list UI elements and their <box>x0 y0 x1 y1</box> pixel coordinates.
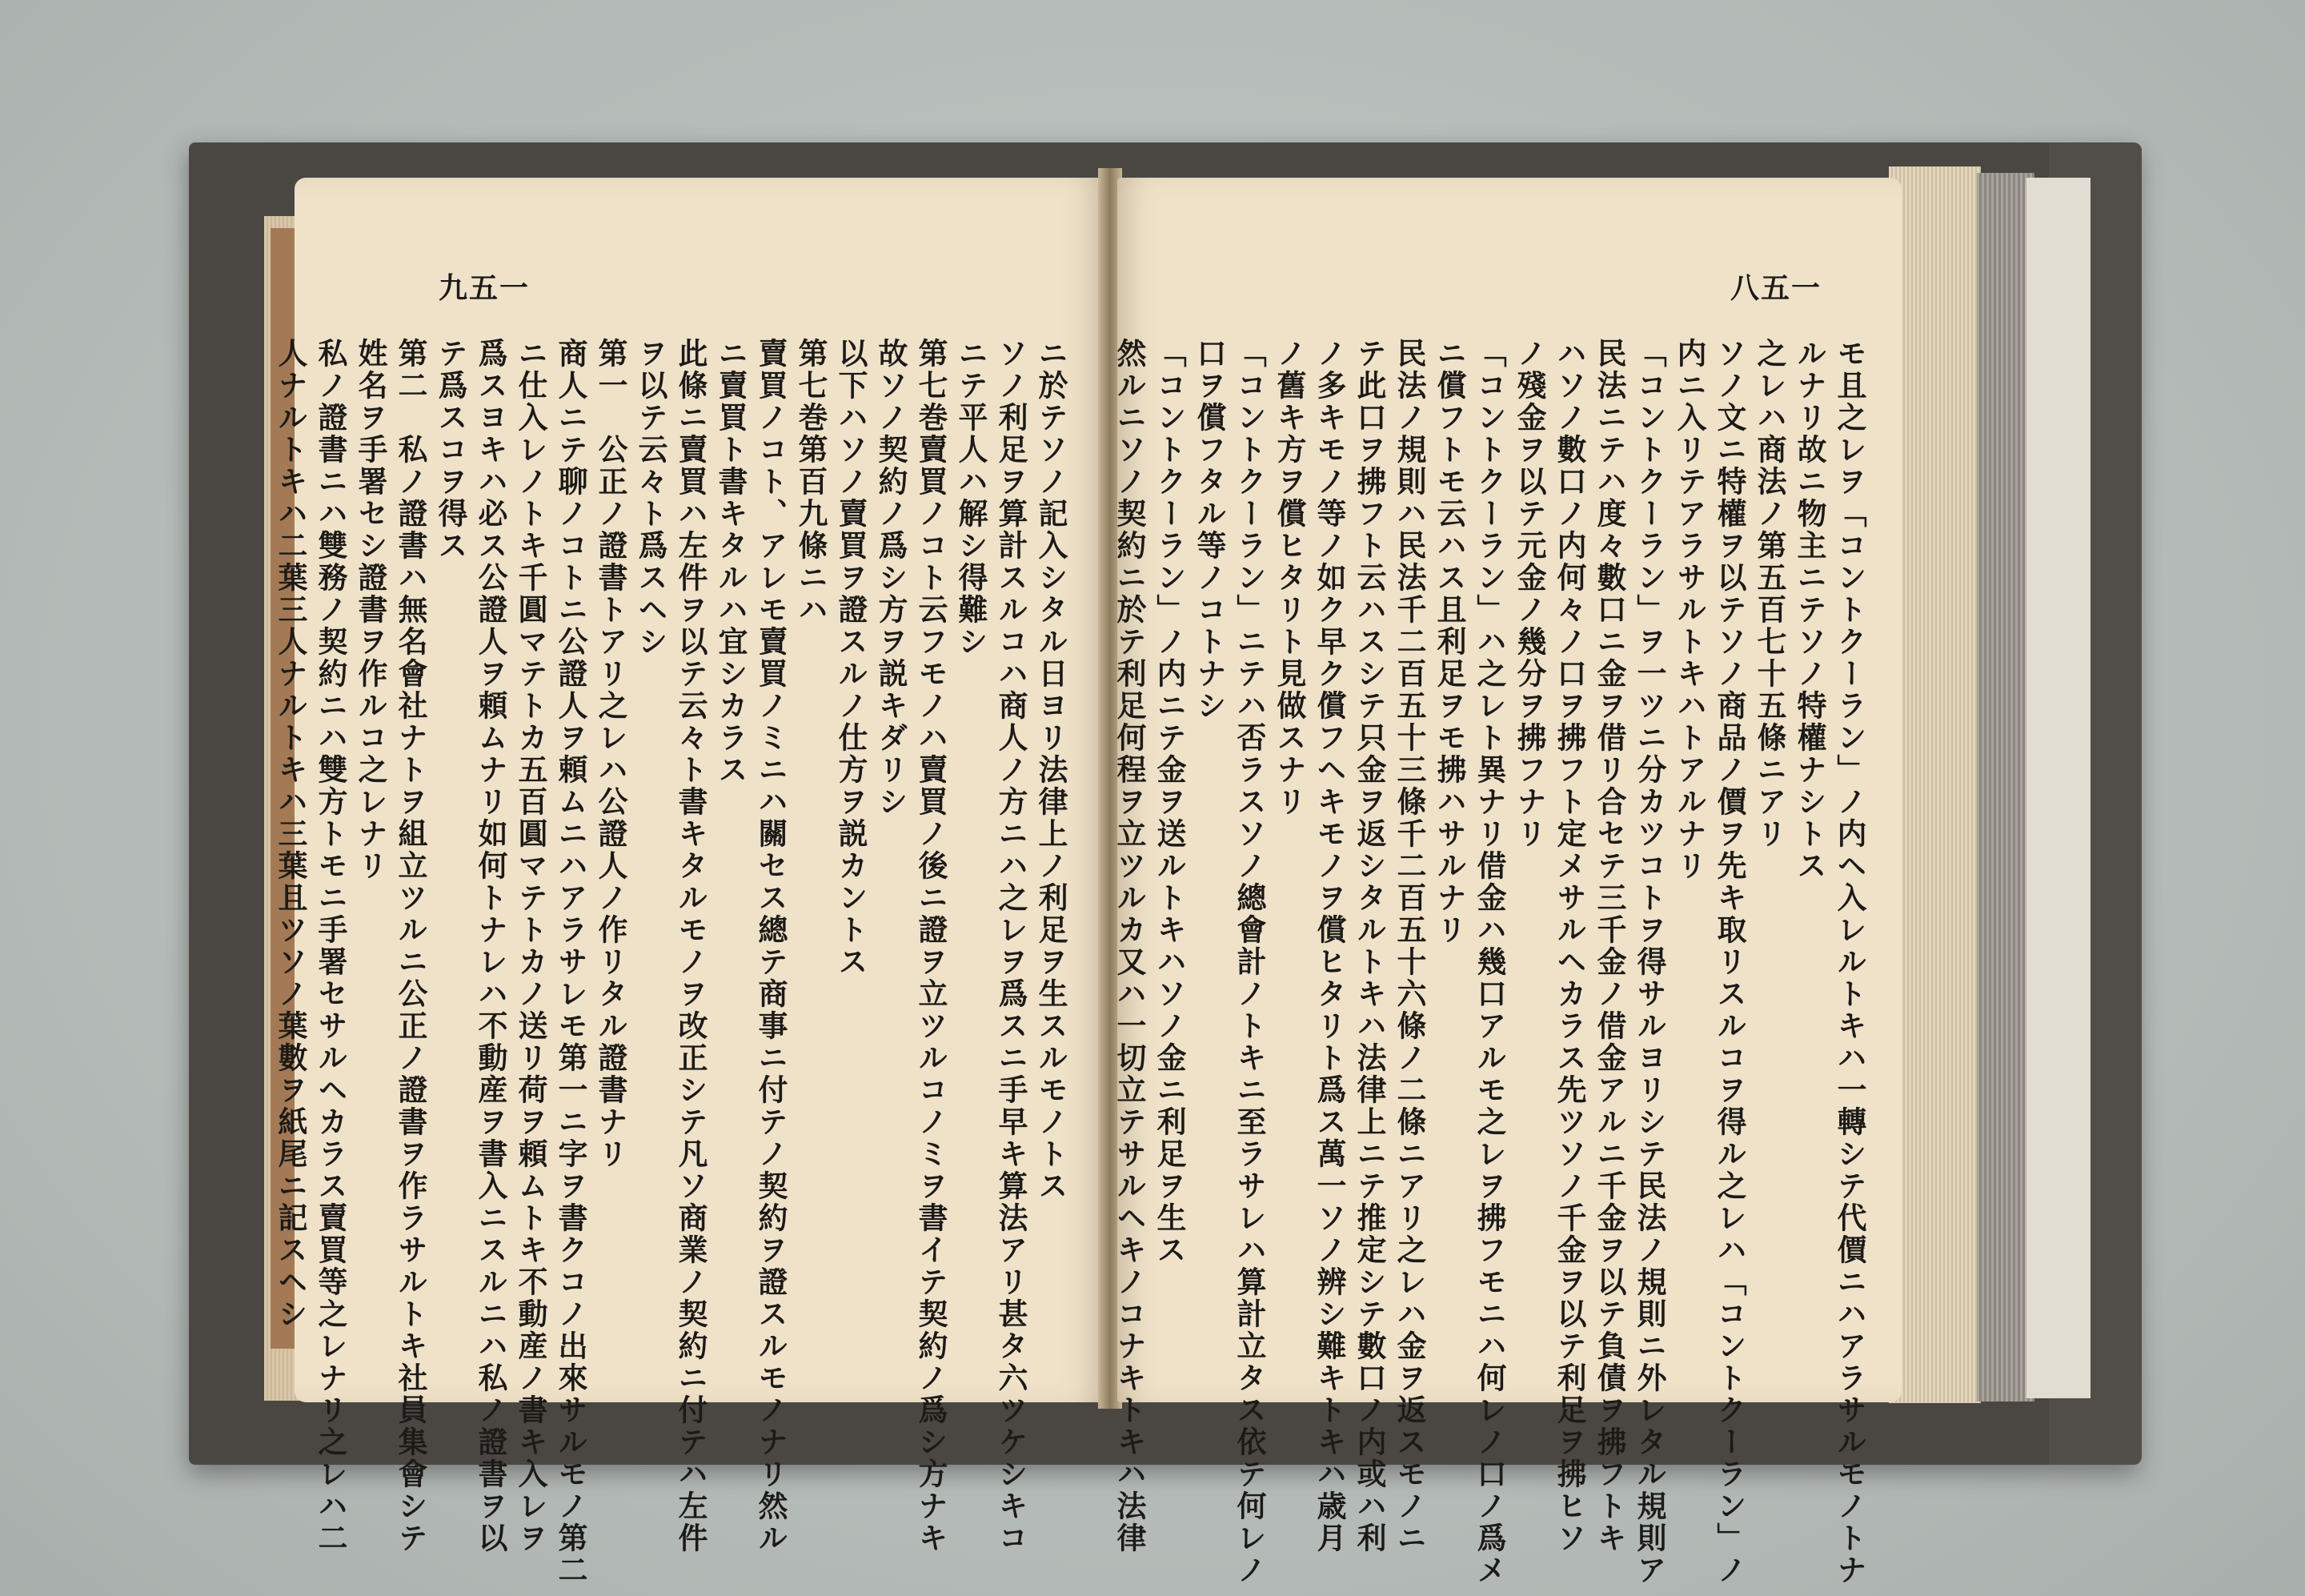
text-column: ヲ以テ云々ト爲スヘシ <box>633 338 668 658</box>
right-page-number: 八五一 <box>1730 271 1822 305</box>
right-page <box>1112 178 1902 1586</box>
text-column: ニ賣買ト書キタルハ宜シカラス <box>713 338 748 786</box>
text-column: 第七巻賣買ノコト云フモノハ賣買ノ後ニ證ヲ立ツルコノミヲ書イテ契約ノ爲シ方ナキ <box>913 338 948 1554</box>
text-column: 内ニ入リテアラサルトキハトアルナリ <box>1672 338 1707 882</box>
left-page <box>273 178 1103 1586</box>
text-column: 人ナルトキハ二葉三人ナルトキハ三葉且ツソノ葉數ヲ紙尾ニ記スヘシ <box>273 338 308 1330</box>
right-page-edges <box>1889 166 1981 1403</box>
text-column: ノ殘金ヲ以テ元金ノ幾分ヲ拂フナリ <box>1512 338 1547 850</box>
text-column: 姓名ヲ手署セシ證書ヲ作ルコ之レナリ <box>353 338 388 882</box>
text-column: 第七巻第百九條ニハ <box>793 338 828 626</box>
text-column: 之レハ商法ノ第五百七十五條ニアリ <box>1752 338 1787 850</box>
left-page-text <box>273 338 1071 1586</box>
text-column: テ此口ヲ拂フト云ハスシテ只金ヲ返シタルトキハ法律上ニテ推定シテ數口ノ内或ハ利 <box>1352 338 1387 1554</box>
text-column: ニ償フトモ云ハス且利足ヲモ拂ハサルナリ <box>1432 338 1467 946</box>
text-column: 民法ノ規則ハ民法千二百五十三條千二百五十六條ノ二條ニアリ之レハ金ヲ返スモノニ <box>1392 338 1427 1554</box>
text-column: 以下ハソノ賣買ヲ證スルノ仕方ヲ説カントス <box>833 338 868 978</box>
text-column: 「コントクーラン」ノ内ニテ金ヲ送ルトキハソノ金ニ利足ヲ生ス <box>1152 338 1187 1266</box>
text-column: ソノ文ニ特權ヲ以テソノ商品ノ價ヲ先キ取リスルコヲ得ル之レハ「コントクーラン」ノ <box>1712 338 1747 1586</box>
text-column: モ且之レヲ「コントクーラン」ノ内ヘ入レルトキハ一轉シテ代價ニハアラサルモノトナ <box>1832 338 1867 1586</box>
text-column: 然ルニソノ契約ニ於テ利足何程ヲ立ツルカ又ハ一切立テサルヘキノコナキトキハ法律 <box>1112 338 1147 1554</box>
text-column: ニ於テソノ記入シタル日ヨリ法律上ノ利足ヲ生スルモノトス <box>1033 338 1068 1202</box>
text-column: ルナリ故ニ物主ニテソノ特權ナシトス <box>1792 338 1827 882</box>
text-column: 此條ニ賣買ハ左件ヲ以テ云々ト書キタルモノヲ改正シテ凡ソ商業ノ契約ニ付テハ左件 <box>673 338 708 1554</box>
text-column: ノ多キモノ等ノ如ク早ク償フヘキモノヲ償ヒタリト爲ス萬一ソノ辨シ難キトキハ歳月 <box>1312 338 1347 1554</box>
text-column: ニテ平人ハ解シ得難シ <box>953 338 988 658</box>
text-column: 口ヲ償フタル等ノコトナシ <box>1192 338 1227 722</box>
text-column: 「コントクーラン」ヲ一ツニ分カツコトヲ得サルヨリシテ民法ノ規則ニ外レタル規則ア <box>1632 338 1667 1586</box>
text-column: 民法ニテハ度々數口ニ金ヲ借リ合セテ三千金ノ借金アルニ千金ヲ以テ負債ヲ拂フトキ <box>1592 338 1627 1554</box>
text-column: ニ仕入レノトキ千圓マテトカ五百圓マテトカノ送リ荷ヲ頼ムトキ不動産ノ書キ入レヲ <box>513 338 548 1554</box>
text-column: 「コントクーラン」ニテハ否ラスソノ總會計ノトキニ至ラサレハ算計立タス依テ何レノ <box>1232 338 1267 1586</box>
text-column: 第二 私ノ證書ハ無名會社ナトヲ組立ツルニ公正ノ證書ヲ作ラサルトキ社員集會シテ <box>393 338 428 1554</box>
text-column: 賣買ノコト、アレモ賣買ノミニハ關セス總テ商事ニ付テノ契約ヲ證スルモノナリ然ル <box>753 338 788 1554</box>
text-column: 爲スヨキハ必ス公證人ヲ頼ムナリ如何トナレハ不動産ヲ書入ニスルニハ私ノ證書ヲ以 <box>473 338 508 1554</box>
text-column: ハソノ數口ノ内何々ノ口ヲ拂フト定メサルヘカラス先ツソノ千金ヲ以テ利足ヲ拂ヒソ <box>1552 338 1587 1554</box>
text-column: 私ノ證書ニハ雙務ノ契約ニハ雙方トモニ手署セサルヘカラス賣買等之レナリ之レハ二 <box>313 338 348 1554</box>
flyleaf <box>2025 178 2091 1398</box>
text-column: 商人ニテ聊ノコトニ公證人ヲ頼ムニハアラサレモ第一ニ字ヲ書クコノ出來サルモノ第二 <box>553 338 588 1586</box>
text-column: 第一 公正ノ證書トアリ之レハ公證人ノ作リタル證書ナリ <box>593 338 628 1170</box>
text-column: ノ舊キ方ヲ償ヒタリト見做スナリ <box>1272 338 1307 818</box>
left-page-number: 九五一 <box>439 271 531 305</box>
text-column: テ爲スコヲ得ス <box>433 338 468 562</box>
right-page-text <box>1112 338 1870 1586</box>
text-column: ソノ利足ヲ算計スルコハ商人ノ方ニハ之レヲ爲スニ手早キ算法アリ甚タ六ツケシキコ <box>993 338 1028 1554</box>
text-column: 「コントクーラン」ハ之レト異ナリ借金ハ幾口アルモ之レヲ拂フモニハ何レノ口ノ爲メ <box>1472 338 1507 1586</box>
text-column: 故ソノ契約ノ爲シ方ヲ説キダリシ <box>873 338 908 818</box>
